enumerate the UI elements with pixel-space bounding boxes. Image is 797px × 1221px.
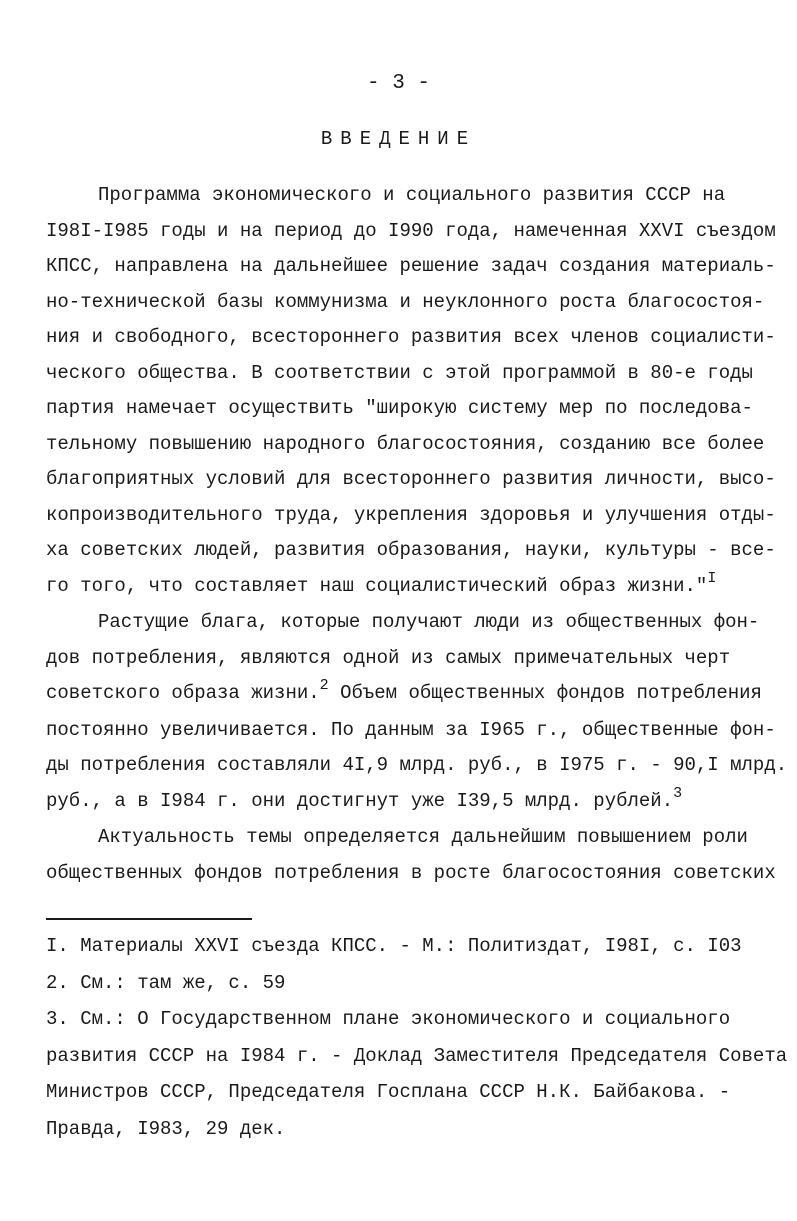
page-title: ВВЕДЕНИЕ	[320, 128, 477, 150]
text-line: ческого общества. В соответствии с этой программой в 80-е годы	[46, 361, 753, 384]
footnote-divider	[46, 918, 252, 920]
footnote: 2. См.: там же, с. 59	[46, 971, 286, 994]
text-line: Программа экономического и социального развития СССР на	[98, 184, 726, 206]
text-line: благоприятных условий для всестороннего развития личности, высо-	[46, 468, 776, 490]
text-line: Актуальность темы определяется дальнейшим повышением роли	[98, 826, 748, 848]
footnote: I. Материалы XXVI съезда КПСС. - М.: Политиздат, I98I, с. I03	[46, 935, 742, 957]
footnote: 3. См.: О Государственном плане экономического и социального	[46, 1008, 731, 1030]
text-line: тельному повышению народного благосостояния, созданию все более	[46, 432, 765, 455]
text-line: но-технической базы коммунизма и неуклонного роста благосостоя-	[46, 290, 765, 313]
text-line: партия намечает осуществить "широкую систему мер по последова-	[46, 397, 753, 419]
footnote: Министров СССР, Председателя Госплана СССР Н.К. Байбакова. -	[46, 1081, 731, 1103]
text-line: постоянно увеличивается. По данным за I965 г., общественные фон-	[46, 718, 776, 741]
footnote: Правда, I983, 29 дек.	[46, 1117, 286, 1140]
text-fragment: го того, что составляет наш социалистический образ жизни."	[46, 574, 708, 597]
text-line: дов потребления, являются одной из самых примечательных черт	[46, 646, 731, 669]
footnote-reference: 2	[319, 677, 329, 694]
main-text	[46, 178, 788, 891]
text-line	[46, 784, 758, 821]
footnote-reference: I	[707, 569, 717, 587]
text-line: общественных фондов потребления в росте благосостояния советских	[46, 861, 776, 884]
text-line: ния и свободного, всестороннего развития всех членов социалисти-	[46, 326, 776, 348]
footnote: развития СССР на I984 г. - Доклад Заместителя Председателя Совета	[46, 1044, 788, 1067]
text-line: ха советских людей, развития образования, науки, культуры - все-	[46, 539, 776, 561]
text-line: копроизводительного труда, укрепления здоровья и улучшения отды-	[46, 503, 776, 526]
page-number: - 3 -	[366, 72, 430, 95]
text-fragment: советского образа жизни.	[46, 682, 320, 704]
text-fragment: руб., а в I984 г. они достигнут уже I39,5 млрд. рублей.	[46, 789, 674, 812]
text-line: Растущие блага, которые получают люди из общественных фон-	[98, 611, 760, 633]
text-line: КПСС, направлена на дальнейшее решение задач создания материаль-	[46, 255, 776, 277]
text-line: ды потребления составляли 4I,9 млрд. руб., в I975 г. - 90,I млрд.	[46, 754, 788, 776]
footnote-reference: 3	[673, 784, 683, 802]
footnotes	[46, 928, 788, 1147]
text-line	[46, 569, 758, 606]
text-fragment: Объем общественных фондов потребления	[328, 682, 762, 704]
text-line: I98I-I985 годы и на период до I990 года, намеченная XXVI съездом	[46, 219, 776, 242]
text-line	[46, 676, 762, 713]
